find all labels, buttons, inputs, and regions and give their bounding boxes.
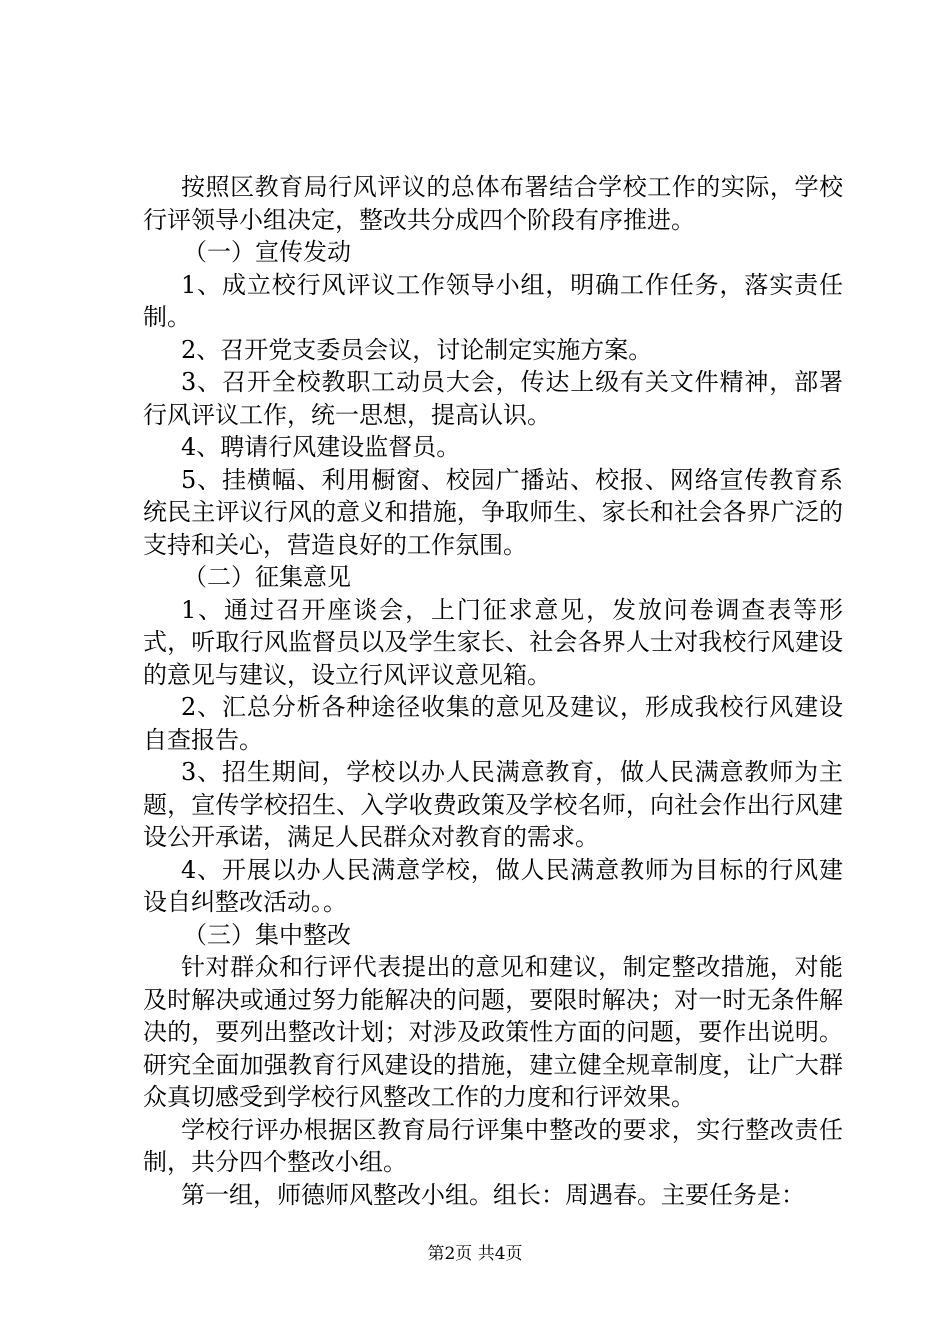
- section-heading: （一）宣传发动: [183, 238, 351, 266]
- document-body: [143, 171, 843, 1211]
- paragraph: 4、开展以办人民满意学校，做人民满意教师为目标的行风建设自纠整改活动。。: [143, 855, 843, 916]
- paragraph: 2、召开党支委员会议，讨论制定实施方案。: [181, 335, 653, 364]
- paragraph: 按照区教育局行风评议的总体布署结合学校工作的实际，学校行评领导小组决定，整改共分成四个阶段有序推进。: [143, 173, 843, 234]
- paragraph: 3、召开全校教职工动员大会，传达上级有关文件精神，部署行风评议工作，统一思想，提高认识。: [143, 368, 843, 429]
- paragraph: 第一组，师德师风整改小组。组长：周遇春。主要任务是：: [181, 1180, 805, 1209]
- paragraph: 1、通过召开座谈会，上门征求意见，发放问卷调查表等形式，听取行风监督员以及学生家长、社会各界人士对我校行风建设的意见与建议，设立行风评议意见箱。: [143, 595, 843, 689]
- paragraph: 学校行评办根据区教育局行评集中整改的要求，实行整改责任制，共分四个整改小组。: [143, 1115, 843, 1176]
- paragraph: 1、成立校行风评议工作领导小组，明确工作任务，落实责任制。: [143, 270, 843, 331]
- paragraph: 2、汇总分析各种途径收集的意见及建议，形成我校行风建设自查报告。: [143, 693, 843, 754]
- paragraph: 5、挂横幅、利用橱窗、校园广播站、校报、网络宣传教育系统民主评议行风的意义和措施，争取师生、家长和社会各界广泛的支持和关心，营造良好的工作氛围。: [143, 465, 843, 559]
- section-heading: （三）集中整改: [183, 920, 351, 949]
- paragraph: 4、聘请行风建设监督员。: [181, 433, 461, 461]
- section-heading: （二）征集意见: [183, 563, 351, 591]
- paragraph: 3、招生期间，学校以办人民满意教育，做人民满意教师为主题，宣传学校招生、入学收费政策及学校名师，向社会作出行风建设公开承诺，满足人民群众对教育的需求。: [143, 758, 843, 851]
- page-number-footer: 第2页 共4页: [427, 1244, 523, 1264]
- paragraph: 针对群众和行评代表提出的意见和建议，制定整改措施，对能及时解决或通过努力能解决的问题，要限时解决；对一时无条件解决的，要列出整改计划；对涉及政策性方面的问题，要作出说明。研究全面加强教育行风建设的措施，建立健全规章制度，让广大群众真切感受到学校行风整改工作的力度和行评效果。: [143, 953, 843, 1111]
